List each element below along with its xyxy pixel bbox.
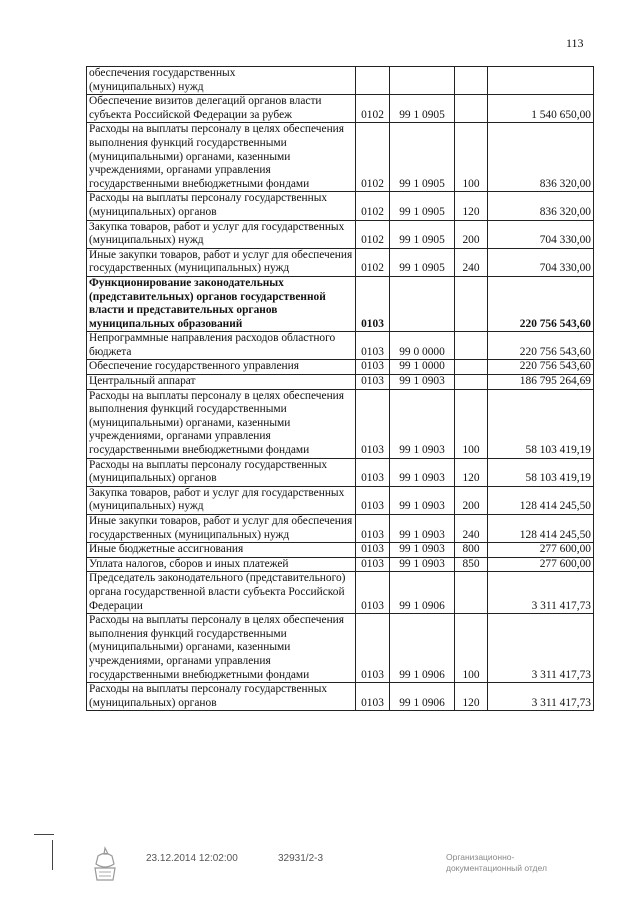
row-name-cell: Непрограммные направления расходов областного бюджета: [87, 332, 356, 360]
row-article-cell: 99 1 0905: [390, 220, 455, 248]
margin-tick: [52, 840, 53, 870]
table-row: [87, 614, 594, 683]
row-amount-cell: 220 756 543,60: [488, 332, 594, 360]
row-section-cell: 0103: [356, 572, 390, 614]
row-name-cell: Расходы на выплаты персоналу в целях обеспечения выполнения функций государственными (муниципальными) органами, казенными учреждениями, органами управления государственными внебюджетными фондами: [87, 123, 356, 192]
row-article-cell: 99 1 0905: [390, 192, 455, 220]
row-section-cell: 0102: [356, 192, 390, 220]
row-type-cell: 120: [455, 192, 488, 220]
margin-tick: [34, 834, 54, 835]
row-name-cell: Функционирование законодательных (представительных) органов государственной власти и представительных органов муниципальных образований: [87, 276, 356, 331]
table-row: [87, 67, 594, 95]
row-type-cell: [455, 375, 488, 390]
row-name-cell: Уплата налогов, сборов и иных платежей: [87, 557, 356, 572]
footer-datetime: 23.12.2014 12:02:00: [146, 853, 238, 864]
row-article-cell: 99 1 0906: [390, 683, 455, 711]
row-type-cell: 100: [455, 614, 488, 683]
row-name-cell: Расходы на выплаты персоналу государственных (муниципальных) органов: [87, 458, 356, 486]
footer-note-text: Организационно- документационный отдел: [446, 852, 547, 873]
row-amount-cell: [488, 67, 594, 95]
row-section-cell: 0103: [356, 375, 390, 390]
row-amount-cell: 277 600,00: [488, 557, 594, 572]
table-row: [87, 123, 594, 192]
row-name-cell: Расходы на выплаты персоналу в целях обеспечения выполнения функций государственными (муниципальными) органами, казенными учреждениями, органами управления государственными внебюджетными фондами: [87, 614, 356, 683]
row-section-cell: 0103: [356, 683, 390, 711]
row-section-cell: 0103: [356, 515, 390, 543]
row-amount-cell: 58 103 419,19: [488, 389, 594, 458]
emblem-stamp-icon: [90, 846, 120, 884]
row-type-cell: [455, 95, 488, 123]
row-amount-cell: 186 795 264,69: [488, 375, 594, 390]
row-section-cell: 0103: [356, 557, 390, 572]
row-section-cell: 0102: [356, 220, 390, 248]
row-section-cell: 0103: [356, 543, 390, 558]
budget-table: [86, 66, 594, 711]
row-article-cell: 99 1 0903: [390, 375, 455, 390]
row-article-cell: 99 1 0906: [390, 614, 455, 683]
row-section-cell: 0103: [356, 389, 390, 458]
row-amount-cell: 836 320,00: [488, 192, 594, 220]
row-article-cell: 99 1 0903: [390, 543, 455, 558]
footer-department-note: [446, 852, 547, 874]
row-name-cell: обеспечения государственных (муниципальных) нужд: [87, 67, 356, 95]
table-row: [87, 389, 594, 458]
row-section-cell: 0103: [356, 360, 390, 375]
row-amount-cell: 58 103 419,19: [488, 458, 594, 486]
row-section-cell: 0102: [356, 123, 390, 192]
row-name-cell: Центральный аппарат: [87, 375, 356, 390]
row-name-cell: Иные бюджетные ассигнования: [87, 543, 356, 558]
row-type-cell: 120: [455, 458, 488, 486]
row-article-cell: 99 1 0906: [390, 572, 455, 614]
row-section-cell: [356, 67, 390, 95]
row-type-cell: 200: [455, 220, 488, 248]
row-type-cell: [455, 67, 488, 95]
table-row: [87, 375, 594, 390]
row-article-cell: 99 1 0905: [390, 95, 455, 123]
row-article-cell: 99 1 0903: [390, 486, 455, 514]
row-article-cell: [390, 67, 455, 95]
row-type-cell: [455, 332, 488, 360]
table-row: [87, 220, 594, 248]
table-row: [87, 486, 594, 514]
row-section-cell: 0103: [356, 486, 390, 514]
table-row: [87, 360, 594, 375]
row-type-cell: 800: [455, 543, 488, 558]
row-article-cell: 99 1 0905: [390, 248, 455, 276]
row-type-cell: 240: [455, 248, 488, 276]
footer-doc-id: 32931/2-3: [278, 853, 324, 864]
row-article-cell: [390, 276, 455, 331]
row-name-cell: Расходы на выплаты персоналу государственных (муниципальных) органов: [87, 192, 356, 220]
row-amount-cell: 128 414 245,50: [488, 515, 594, 543]
table-row: [87, 683, 594, 711]
row-amount-cell: 128 414 245,50: [488, 486, 594, 514]
table-row: [87, 95, 594, 123]
row-amount-cell: 704 330,00: [488, 248, 594, 276]
row-amount-cell: 704 330,00: [488, 220, 594, 248]
row-article-cell: 99 1 0000: [390, 360, 455, 375]
row-section-cell: 0103: [356, 276, 390, 331]
table-row: [87, 276, 594, 331]
row-type-cell: 240: [455, 515, 488, 543]
row-section-cell: 0102: [356, 95, 390, 123]
row-article-cell: 99 1 0903: [390, 515, 455, 543]
table-row: [87, 557, 594, 572]
row-type-cell: 100: [455, 389, 488, 458]
row-amount-cell: 1 540 650,00: [488, 95, 594, 123]
row-name-cell: Расходы на выплаты персоналу в целях обеспечения выполнения функций государственными (муниципальными) органами, казенными учреждениями, органами управления государственными внебюджетными фондами: [87, 389, 356, 458]
row-section-cell: 0102: [356, 248, 390, 276]
row-amount-cell: 277 600,00: [488, 543, 594, 558]
table-row: [87, 192, 594, 220]
table-row: [87, 332, 594, 360]
row-amount-cell: 220 756 543,60: [488, 276, 594, 331]
row-name-cell: Закупка товаров, работ и услуг для государственных (муниципальных) нужд: [87, 486, 356, 514]
table-row: [87, 543, 594, 558]
table-row: [87, 572, 594, 614]
row-amount-cell: 3 311 417,73: [488, 683, 594, 711]
row-article-cell: 99 1 0903: [390, 458, 455, 486]
row-amount-cell: 3 311 417,73: [488, 614, 594, 683]
table-row: [87, 515, 594, 543]
row-name-cell: Обеспечение государственного управления: [87, 360, 356, 375]
row-type-cell: [455, 360, 488, 375]
row-name-cell: Председатель законодательного (представительного) органа государственной власти субъекта Российской Федерации: [87, 572, 356, 614]
row-amount-cell: 3 311 417,73: [488, 572, 594, 614]
row-amount-cell: 220 756 543,60: [488, 360, 594, 375]
row-name-cell: Иные закупки товаров, работ и услуг для обеспечения государственных (муниципальных) нужд: [87, 515, 356, 543]
row-type-cell: [455, 572, 488, 614]
row-article-cell: 99 1 0903: [390, 389, 455, 458]
row-article-cell: 99 0 0000: [390, 332, 455, 360]
row-article-cell: 99 1 0903: [390, 557, 455, 572]
row-type-cell: 200: [455, 486, 488, 514]
row-article-cell: 99 1 0905: [390, 123, 455, 192]
row-type-cell: 100: [455, 123, 488, 192]
row-type-cell: 850: [455, 557, 488, 572]
table-row: [87, 458, 594, 486]
row-type-cell: [455, 276, 488, 331]
row-name-cell: Иные закупки товаров, работ и услуг для обеспечения государственных (муниципальных) нужд: [87, 248, 356, 276]
row-section-cell: 0103: [356, 332, 390, 360]
row-name-cell: Расходы на выплаты персоналу государственных (муниципальных) органов: [87, 683, 356, 711]
table-row: [87, 248, 594, 276]
row-name-cell: Закупка товаров, работ и услуг для государственных (муниципальных) нужд: [87, 220, 356, 248]
row-name-cell: Обеспечение визитов делегаций органов власти субъекта Российской Федерации за рубеж: [87, 95, 356, 123]
row-amount-cell: 836 320,00: [488, 123, 594, 192]
row-section-cell: 0103: [356, 614, 390, 683]
page-number: 113: [566, 36, 584, 50]
row-type-cell: 120: [455, 683, 488, 711]
row-section-cell: 0103: [356, 458, 390, 486]
